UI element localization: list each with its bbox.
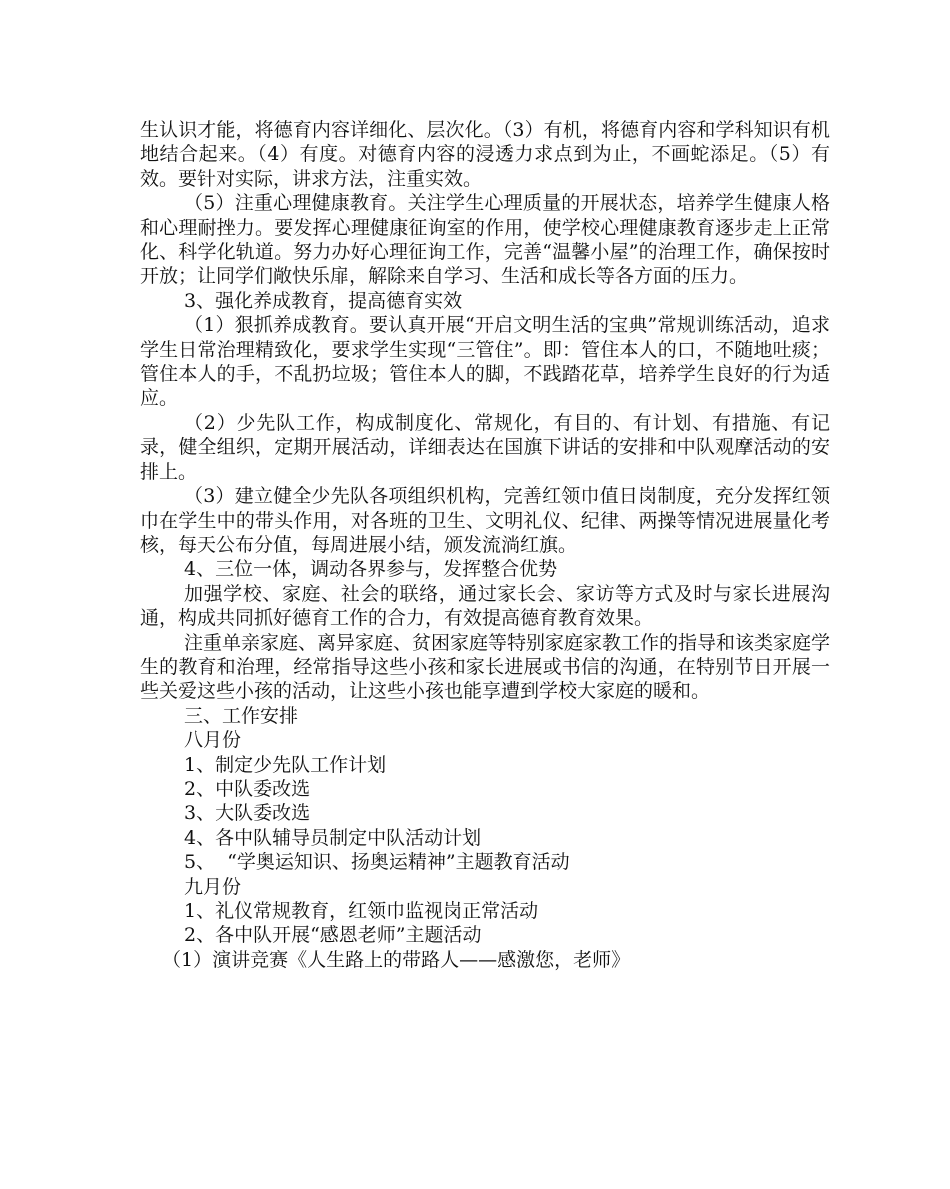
list-item: 4、各中队辅导员制定中队活动计划 xyxy=(184,826,482,849)
section-heading: 3、强化养成教育，提高德育实效 xyxy=(184,289,463,312)
month-heading: 九月份 xyxy=(184,875,242,898)
list-item: 2、各中队开展“感恩老师”主题活动 xyxy=(184,924,482,947)
paragraph: 注重单亲家庭、离异家庭、贫困家庭等特别家庭家教工作的指导和该类家庭学生的教育和治理，经常指导这些小孩和家长进展或书信的沟通，在特别节日开展一些关爱这些小孩的活动，让这些小孩也能享遭到学校大家庭的暖和。 xyxy=(140,631,831,703)
list-item: 2、中队委改选 xyxy=(184,777,311,800)
list-item: 5、 “学奥运知识、扬奥运精神”主题教育活动 xyxy=(184,851,570,874)
paragraph: （5）注重心理健康教育。关注学生心理质量的开展状态，培养学生健康人格和心理耐挫力。要发挥心理健康征询室的作用，使学校心理健康教育逐步走上正常化、科学化轨道。努力办好心理征询工作，完善“温馨小屋”的治理工作，确保按时开放；让同学们敞快乐扉，解除来自学习、生活和成长等各方面的压力。 xyxy=(140,192,830,288)
list-item: 1、制定少先队工作计划 xyxy=(184,753,387,776)
list-item: （1）演讲竞赛《人生路上的带路人——感激您，老师》 xyxy=(162,948,631,971)
paragraph: （1）狠抓养成教育。要认真开展“开启文明生活的宝典”常规训练活动，追求学生日常治理精致化，要求学生实现“三管住”。即：管住本人的口，不随地吐痰；管住本人的手，不乱扔垃圾；管住本人的脚，不践踏花草，培养学生良好的行为适应。 xyxy=(140,314,830,410)
paragraph: （2）少先队工作，构成制度化、常规化，有目的、有计划、有措施、有记录，健全组织，定期开展活动，详细表达在国旗下讲话的安排和中队观摩活动的安排上。 xyxy=(140,411,830,483)
section-heading: 三、工作安排 xyxy=(184,704,299,727)
section-heading: 4、三位一体，调动各界参与，发挥整合优势 xyxy=(184,558,558,581)
list-item: 1、礼仪常规教育，红领巾监视岗正常活动 xyxy=(184,900,539,922)
list-item: 3、大队委改选 xyxy=(184,802,311,825)
paragraph: （3）建立健全少先队各项组织机构，完善红领巾值日岗制度，充分发挥红领巾在学生中的带头作用，对各班的卫生、文明礼仪、纪律、两操等情况进展量化考核，每天公布分值，每周进展小结，颁发流淌红旗。 xyxy=(140,485,830,556)
month-heading: 八月份 xyxy=(184,729,242,752)
paragraph: 加强学校、家庭、社会的联络，通过家长会、家访等方式及时与家长进展沟通，构成共同抓好德育工作的合力，有效提高德育教育效果。 xyxy=(140,582,830,630)
document-body xyxy=(140,118,830,972)
paragraph: 生认识才能，将德育内容详细化、层次化。（3）有机，将德育内容和学科知识有机地结合起来。（4）有度。对德育内容的浸透力求点到为止，不画蛇添足。（5）有效。要针对实际，讲求方法，注重实效。 xyxy=(140,119,830,190)
